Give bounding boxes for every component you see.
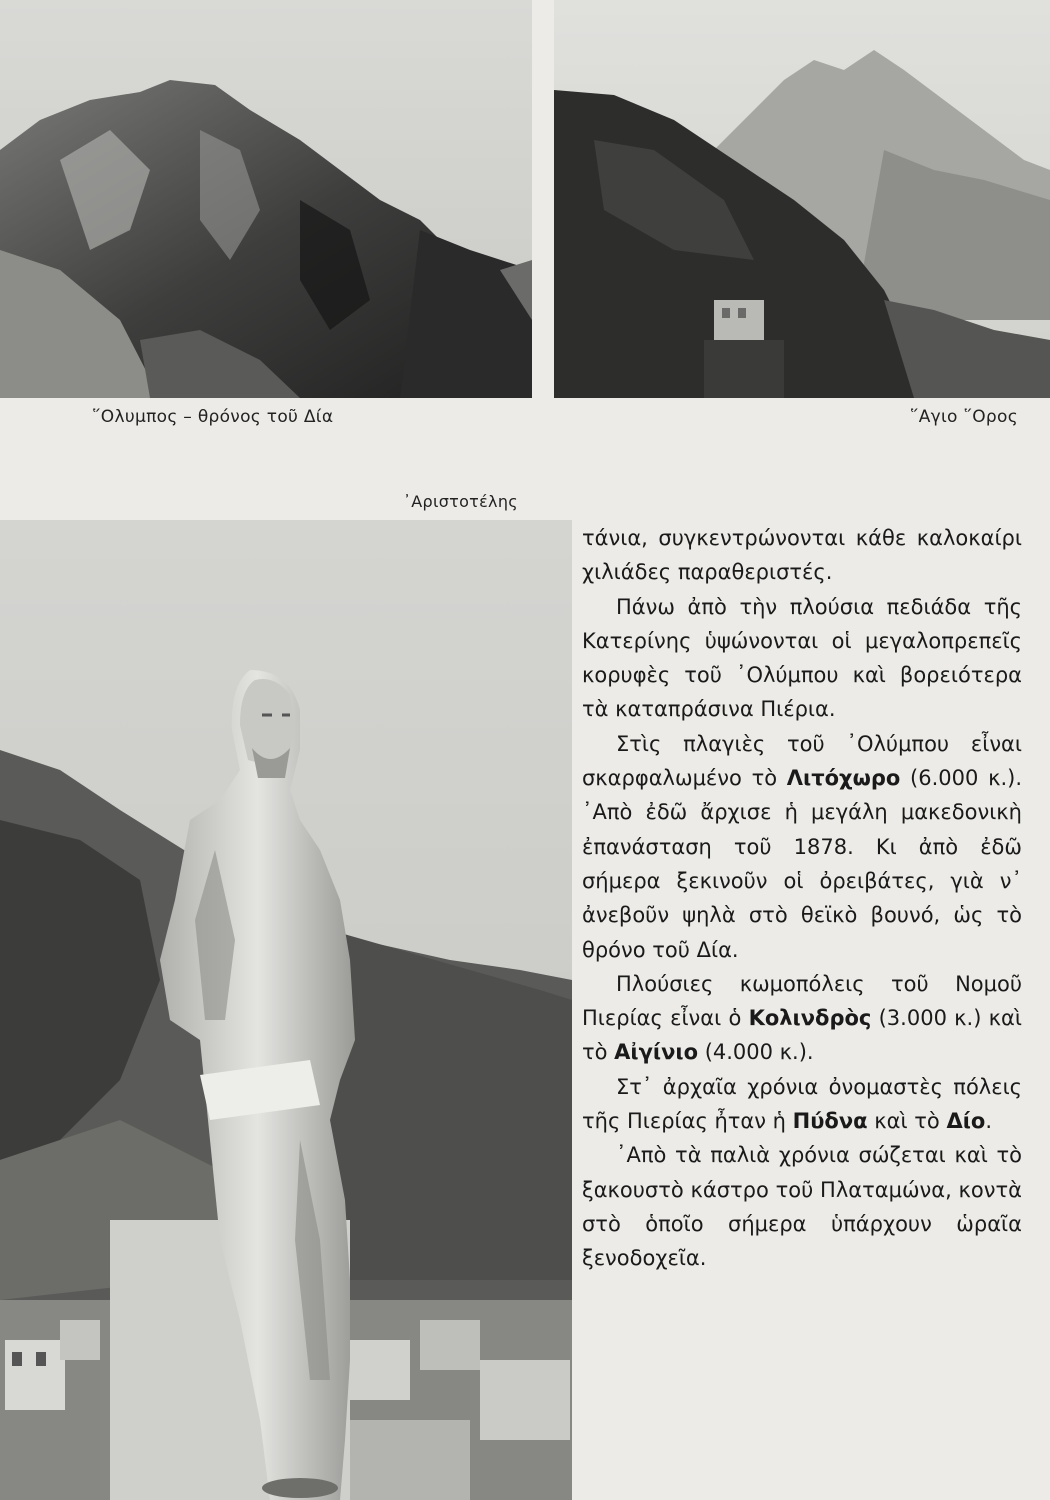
aristotle-caption: ᾿Αριστοτέλης: [403, 492, 518, 511]
text-segment: (6.000 κ.). ᾿Απὸ ἐδῶ ἄρχισε ἡ μεγάλη μακεδονικὴ ἐπανάσταση τοῦ 1878. Κι ἀπὸ ἐδῶ σήμερα ξεκινοῦν οἱ ὀρειβάτες, γιὰ ν᾿ ἀνεβοῦν ψηλὰ στὸ θεϊκὸ βουνό, ὡς τὸ θρόνο τοῦ Δία.: [582, 766, 1022, 962]
article-text: [582, 521, 1022, 1276]
paragraph-3: [582, 727, 1022, 967]
paragraph-6: [582, 1138, 1022, 1275]
aristotle-statue-image: [0, 520, 572, 1500]
place-name-pydna: Πύδνα: [792, 1109, 868, 1134]
athos-caption: ῞Αγιο ῞Ορος: [909, 407, 1018, 427]
olympus-photo-image: [0, 0, 532, 398]
paragraph-2: [582, 590, 1022, 727]
place-name-litochoro: Λιτόχωρο: [786, 766, 901, 791]
athos-photo-image: [554, 0, 1050, 398]
place-name-dion: Δίο: [946, 1109, 986, 1134]
paragraph-4: [582, 967, 1022, 1070]
olympus-caption: ῞Ολυμπος – θρόνος τοῦ Δία: [92, 407, 334, 427]
text-segment: καὶ τὸ: [867, 1109, 947, 1134]
olympus-photo: [0, 0, 532, 398]
text-segment: .: [985, 1109, 992, 1134]
text-segment: (3.000 κ.) καὶ τὸ: [582, 1006, 1022, 1065]
text-segment: Στὶς πλαγιὲς τοῦ ᾿Ολύμπου εἶναι σκαρφαλωμένο τὸ: [582, 731, 1022, 791]
text-segment: (4.000 κ.).: [698, 1040, 814, 1065]
place-name-aiginio: Αἰγίνιο: [614, 1040, 699, 1065]
text-segment: Στ᾿ ἀρχαῖα χρόνια ὀνομαστὲς πόλεις τῆς Πιερίας ἦταν ἡ: [582, 1074, 1022, 1134]
athos-photo: [554, 0, 1050, 398]
aristotle-statue-photo: [0, 520, 572, 1500]
text-segment: Πάνω ἀπὸ τὴν πλούσια πεδιάδα τῆς Κατερίνης ὑψώνονται οἱ μεγαλοπρεπεῖς κορυφὲς τοῦ ᾿Ολύμπου καὶ βορειότερα τὰ καταπράσινα Πιέρια.: [582, 594, 1022, 722]
paragraph-1: [582, 521, 1022, 590]
text-segment: τάνια, συγκεντρώνονται κάθε καλοκαίρι χιλιάδες παραθεριστές.: [582, 526, 1022, 585]
paragraph-5: [582, 1070, 1022, 1139]
text-segment: ᾿Απὸ τὰ παλιὰ χρόνια σώζεται καὶ τὸ ξακουστὸ κάστρο τοῦ Πλαταμώνα, κοντὰ στὸ ὁποῖο σήμερα ὑπάρχουν ὡραῖα ξενοδοχεῖα.: [582, 1143, 1022, 1271]
text-segment: Πλούσιες κωμοπόλεις τοῦ Νομοῦ Πιερίας εἶναι ὁ: [582, 971, 1022, 1031]
place-name-kolindros: Κολινδρὸς: [748, 1006, 872, 1031]
